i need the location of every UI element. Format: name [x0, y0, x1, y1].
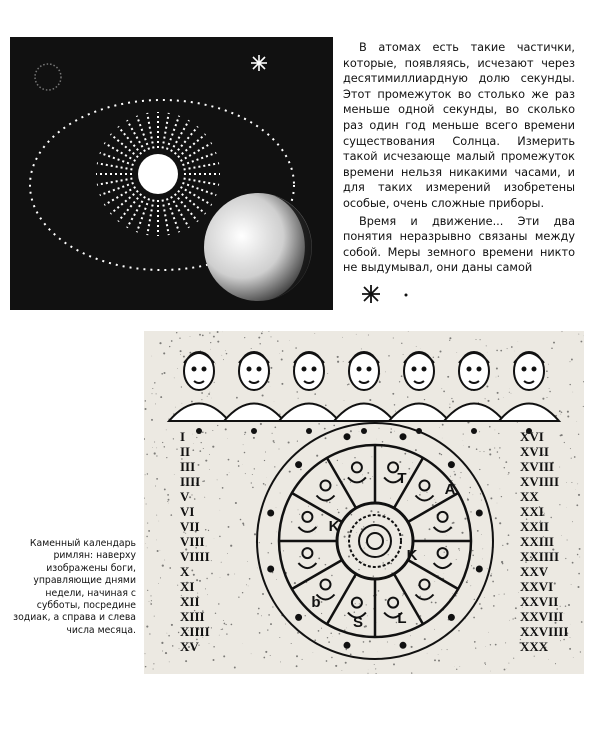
day-numeral-left: VII: [180, 519, 200, 534]
wheel-letter: b: [311, 594, 321, 611]
star-icon: [251, 55, 267, 71]
day-numeral-right: XXI: [520, 504, 544, 519]
day-numeral-right: XXVII: [520, 594, 559, 609]
day-numeral-left: IIII: [180, 474, 201, 489]
wheel-letter: K: [406, 547, 418, 564]
wheel-letter: L: [397, 610, 407, 627]
wheel-letter: S: [352, 614, 364, 631]
day-numeral-right: XXIII: [520, 534, 554, 549]
decorative-star-icon: [360, 283, 420, 310]
day-numeral-left: XII: [180, 594, 200, 609]
day-numeral-left: VI: [180, 504, 195, 519]
day-numeral-left: VIII: [180, 534, 205, 549]
day-numeral-left: XI: [180, 579, 195, 594]
day-numeral-left: XV: [180, 639, 199, 654]
day-numeral-right: XXVIIII: [520, 624, 569, 639]
day-numeral-right: XVIII: [520, 459, 554, 474]
article-text: [343, 40, 575, 276]
day-numeral-left: II: [180, 444, 191, 459]
day-numeral-left: X: [180, 564, 190, 579]
day-numeral-right: XXX: [520, 639, 549, 654]
day-numeral-left: VIIII: [180, 549, 210, 564]
day-numeral-right: XXIIII: [520, 549, 560, 564]
day-numeral-right: XXVIII: [520, 609, 564, 624]
wheel-letter: K: [328, 518, 340, 535]
roman-stone-calendar: [144, 331, 584, 674]
paragraph-1: В атомах есть такие частички, которые, появляясь, исчезают через десятимиллиардную долю секунды. Этот промежуток во столько же раз меньше одной секунды, во сколько раз один год меньше всего времени существования Солнца. Измерить такой исчезающе малый промежуток времени нельзя никакими часами, и для таких измерений изобретены особые, очень сложные приборы.: [343, 41, 575, 210]
day-numeral-left: III: [180, 459, 196, 474]
day-numeral-right: XXVI: [520, 579, 554, 594]
day-numeral-left: I: [180, 429, 186, 444]
orbit-illustration: [10, 37, 333, 310]
day-numeral-left: XIIII: [180, 624, 210, 639]
paragraph-2: Время и движение... Эти два понятия неразрывно связаны между собой. Меры земного времени никто не выдумывал, они даны самой: [343, 214, 575, 275]
day-numeral-right: XXV: [520, 564, 549, 579]
wheel-letter: T: [397, 470, 407, 487]
day-numeral-right: XXII: [520, 519, 549, 534]
day-numeral-left: V: [180, 489, 190, 504]
sun-icon: [138, 154, 178, 194]
day-numeral-left: XIII: [180, 609, 205, 624]
day-numeral-right: XX: [520, 489, 539, 504]
figure-caption: Каменный календарь римлян: наверху изображены боги, управляющие днями недели, начиная с субботы, посредине зодиак, а справа и слева числа месяца.: [13, 538, 136, 636]
distant-star-icon: [35, 64, 61, 90]
day-numeral-right: XVI: [520, 429, 544, 444]
wheel-letter: A: [444, 481, 456, 498]
day-numeral-right: XVIIII: [520, 474, 560, 489]
day-numeral-right: XVII: [520, 444, 549, 459]
